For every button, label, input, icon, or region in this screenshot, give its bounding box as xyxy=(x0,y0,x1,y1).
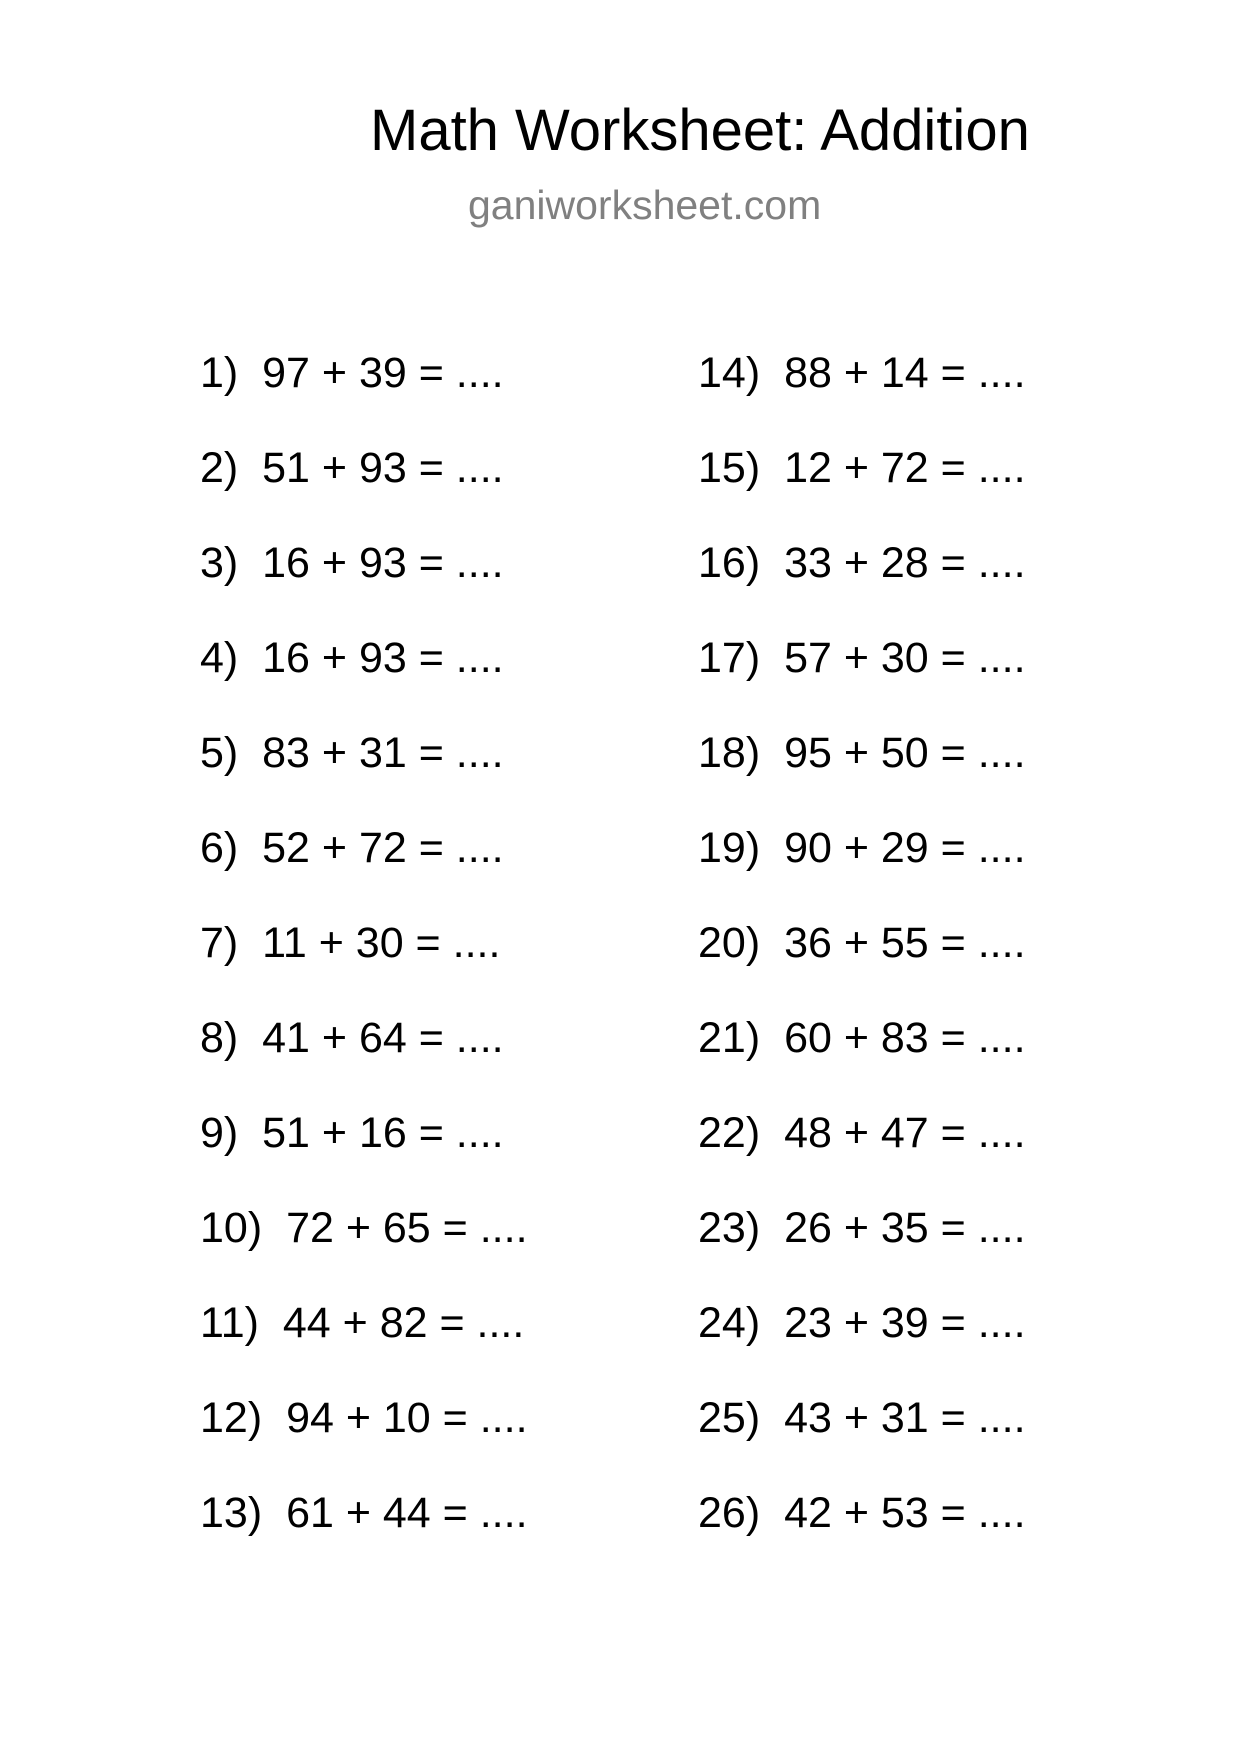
problem-16 xyxy=(698,535,1138,630)
problem-4 xyxy=(200,630,640,725)
problem-expression: 48 + 47 = .... xyxy=(784,1109,1026,1157)
problem-number: 14) xyxy=(698,349,761,397)
problem-18 xyxy=(698,725,1138,820)
problem-19 xyxy=(698,820,1138,915)
problem-number: 21) xyxy=(698,1014,761,1062)
problem-11 xyxy=(200,1295,640,1390)
problem-8 xyxy=(200,1010,640,1105)
problem-10 xyxy=(200,1200,640,1295)
problem-25 xyxy=(698,1390,1138,1485)
problem-expression: 83 + 31 = .... xyxy=(262,729,504,777)
problem-expression: 26 + 35 = .... xyxy=(784,1204,1026,1252)
problems-column-right xyxy=(698,345,1138,1580)
problem-expression: 88 + 14 = .... xyxy=(784,349,1026,397)
problem-expression: 52 + 72 = .... xyxy=(262,824,504,872)
problem-expression: 41 + 64 = .... xyxy=(262,1014,504,1062)
problem-number: 8) xyxy=(200,1014,239,1062)
problem-number: 23) xyxy=(698,1204,761,1252)
problem-expression: 90 + 29 = .... xyxy=(784,824,1026,872)
problem-14 xyxy=(698,345,1138,440)
problem-9 xyxy=(200,1105,640,1200)
problem-expression: 44 + 82 = .... xyxy=(282,1299,525,1347)
problem-number: 9) xyxy=(200,1109,239,1157)
problem-expression: 42 + 53 = .... xyxy=(784,1489,1026,1537)
problem-expression: 36 + 55 = .... xyxy=(784,919,1026,967)
problem-12 xyxy=(200,1390,640,1485)
problem-number: 7) xyxy=(200,919,239,967)
problem-expression: 94 + 10 = .... xyxy=(286,1394,528,1442)
problem-number: 19) xyxy=(698,824,761,872)
problem-3 xyxy=(200,535,640,630)
problem-expression: 43 + 31 = .... xyxy=(784,1394,1026,1442)
problem-expression: 23 + 39 = .... xyxy=(784,1299,1026,1347)
problem-number: 5) xyxy=(200,729,239,777)
problem-expression: 72 + 65 = .... xyxy=(286,1204,528,1252)
problem-number: 26) xyxy=(698,1489,761,1537)
page-title: Math Worksheet: Addition xyxy=(370,98,1030,163)
problem-number: 10) xyxy=(200,1204,263,1252)
problem-expression: 12 + 72 = .... xyxy=(784,444,1026,492)
problem-number: 12) xyxy=(200,1394,263,1442)
problem-number: 24) xyxy=(698,1299,761,1347)
problem-expression: 57 + 30 = .... xyxy=(784,634,1026,682)
problem-26 xyxy=(698,1485,1138,1580)
problem-2 xyxy=(200,440,640,535)
problem-number: 18) xyxy=(698,729,761,777)
problem-1 xyxy=(200,345,640,440)
problem-expression: 51 + 93 = .... xyxy=(262,444,504,492)
problem-expression: 95 + 50 = .... xyxy=(784,729,1026,777)
problem-7 xyxy=(200,915,640,1010)
problem-expression: 61 + 44 = .... xyxy=(286,1489,528,1537)
problem-expression: 11 + 30 = .... xyxy=(262,919,501,967)
site-url: ganiworksheet.com xyxy=(468,182,822,228)
problem-15 xyxy=(698,440,1138,535)
problem-expression: 51 + 16 = .... xyxy=(262,1109,504,1157)
problem-number: 11) xyxy=(200,1299,259,1347)
problem-expression: 97 + 39 = .... xyxy=(262,349,504,397)
problems-column-left xyxy=(200,345,640,1580)
problem-22 xyxy=(698,1105,1138,1200)
problem-6 xyxy=(200,820,640,915)
problem-number: 6) xyxy=(200,824,239,872)
problem-expression: 16 + 93 = .... xyxy=(262,634,504,682)
problem-24 xyxy=(698,1295,1138,1390)
problem-21 xyxy=(698,1010,1138,1105)
problem-number: 4) xyxy=(200,634,239,682)
problem-number: 16) xyxy=(698,539,761,587)
problem-expression: 16 + 93 = .... xyxy=(262,539,504,587)
problem-17 xyxy=(698,630,1138,725)
problem-number: 1) xyxy=(200,349,239,397)
problem-number: 22) xyxy=(698,1109,761,1157)
problem-number: 17) xyxy=(698,634,761,682)
problem-5 xyxy=(200,725,640,820)
problem-number: 25) xyxy=(698,1394,761,1442)
problem-number: 20) xyxy=(698,919,761,967)
problem-20 xyxy=(698,915,1138,1010)
problem-23 xyxy=(698,1200,1138,1295)
problem-number: 13) xyxy=(200,1489,263,1537)
problem-expression: 33 + 28 = .... xyxy=(784,539,1026,587)
problem-expression: 60 + 83 = .... xyxy=(784,1014,1026,1062)
problem-13 xyxy=(200,1485,640,1580)
problem-number: 15) xyxy=(698,444,761,492)
problem-number: 2) xyxy=(200,444,239,492)
problem-number: 3) xyxy=(200,539,239,587)
